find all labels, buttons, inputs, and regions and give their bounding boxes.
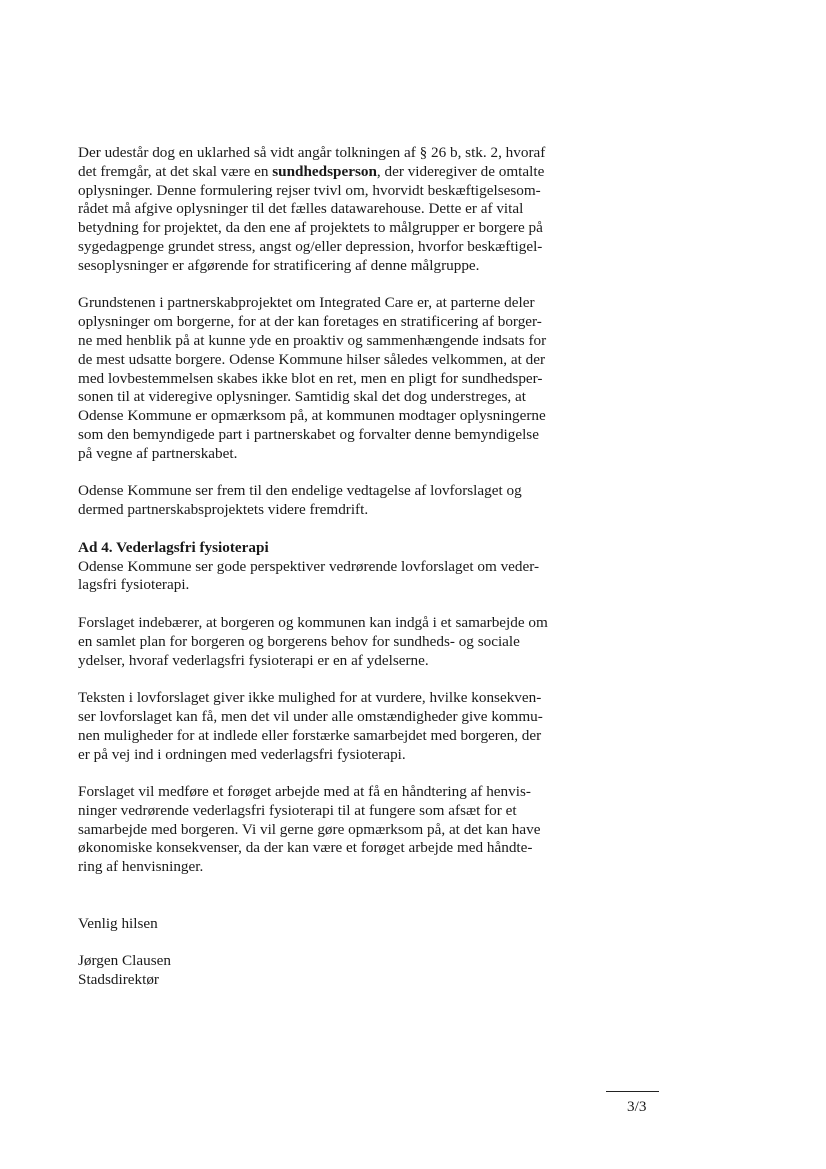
paragraph-integrated-care: Grundstenen i partnerskabprojektet om Integrated Care er, at parterne deler oplysninger om borgerne, for at der kan foretages en stratificering af borger- ne med henblik på at kunne yde en proaktiv og sammenhængende indsats for de mest udsatte borgere. Odense Kommune hilser således velkommen, at der med lovbestemmelsen skabes ikke blot en ret, men en pligt for sundhedsper- sonen til at videregive oplysninger. Samtidig skal det dog understreges, at Odense Kommune er opmærksom på, at kommunen modtager oplysningerne som den bemyndigede part i partnerskabet og forvalter denne bemyndigelse på vegne af partnerskabet. [78,294,547,462]
letter-body [78,144,608,990]
paragraph-forslaget: Forslaget indebærer, at borgeren og kommunen kan indgå i et samarbejde om en samlet plan for borgeren og borgerens behov for sundheds- og sociale ydelser, hvoraf vederlagsfri fysioterapi er en af ydelserne. [78,613,548,669]
signature-block [78,952,608,990]
paragraph-datawarehouse: Der udestår dog en uklarhed så vidt angår tolkningen af § 26 b, stk. 2, hvoraf det fremgår, at det skal være en sundhedsperson, der videregiver de omtalte oplysninger. Denne formulering rejser tvivl om, hvorvidt beskæftigelsesom- rådet må afgive oplysninger til det fælles datawarehouse. Dette er af vital betydning for projektet, da den ene af projektets to målgrupper er borgere på sygedagpenge grundet stress, angst og/eller depression, hvorfor beskæftigel- sesoplysninger er afgørende for stratificering af denne målgruppe. [78,144,546,274]
signer-name: Jørgen Clausen [78,952,171,970]
page-number: 3/3 [627,1098,647,1115]
closing-greeting: Venlig hilsen [78,914,158,932]
signer-title: Stadsdirektør [78,971,159,989]
emphasis-sundhedsperson: sundhedsperson [272,162,377,180]
paragraph-teksten: Teksten i lovforslaget giver ikke mulighed for at vurdere, hvilke konsekven- ser lovforslaget kan få, men det vil under alle omstændigheder give kommu- nen muligheder for at indlede eller forstærke samarbejdet med borgeren, der er på vej ind i ordningen med vederlagsfri fysioterapi. [78,689,543,763]
section-heading: Ad 4. Vederlagsfri fysioterapi [78,538,269,556]
paragraph-vedtagelse: Odense Kommune ser frem til den endelige vedtagelse af lovforslaget og dermed partnerskabsprojektets videre fremdrift. [78,482,522,519]
section-fysioterapi: Ad 4. Vederlagsfri fysioterapi Odense Kommune ser gode perspektiver vedrørende lovforslaget om veder- lagsfri fysioterapi. [78,539,608,595]
footer-divider [606,1091,659,1092]
paragraph-henvisninger: Forslaget vil medføre et forøget arbejde med at få en håndtering af henvis- ninger vedrørende vederlagsfri fysioterapi til at fungere som afsæt for et samarbejde med borgeren. Vi vil gerne gøre opmærksom på, at det kan have økonomiske konsekvenser, da der kan være et forøget arbejde med håndte- ring af henvisninger. [78,783,541,876]
